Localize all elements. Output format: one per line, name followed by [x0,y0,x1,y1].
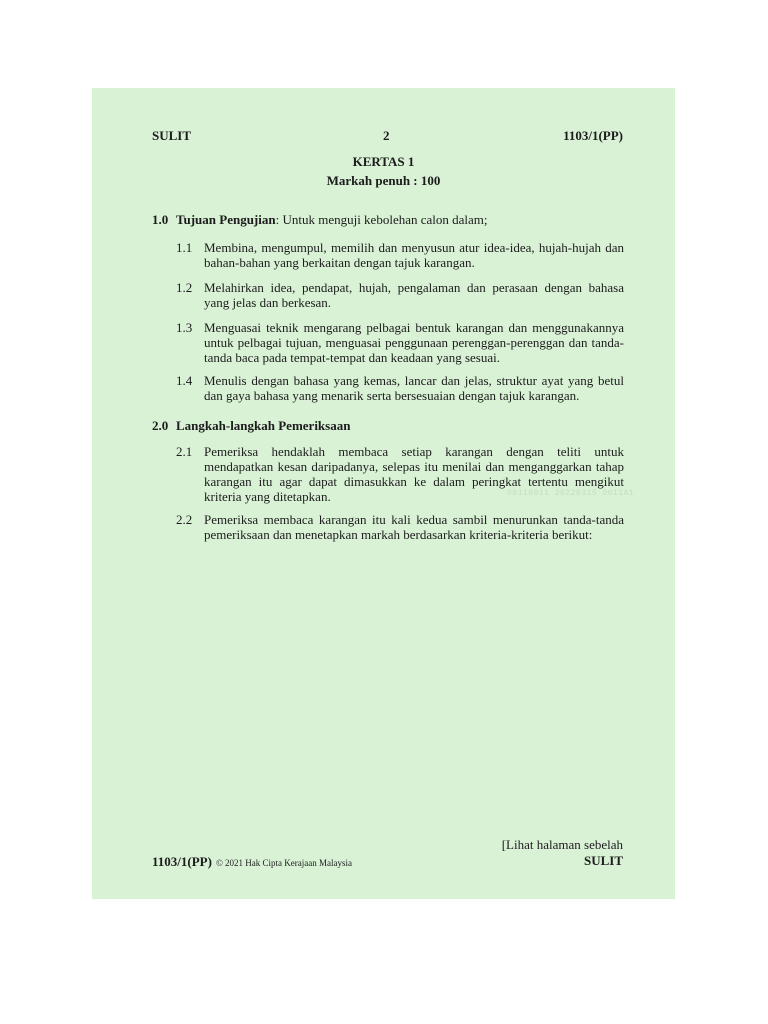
footer-paper-code [152,854,352,870]
faint-watermark: 00110011 20220315 0611A1 [507,489,635,498]
item-number: 1.3 [176,320,193,335]
document-page [92,88,675,899]
item-text: Pemeriksa membaca karangan itu kali kedua sambil menurunkan tanda-tanda pemeriksaan dan menetapkan markah berdasarkan kriteria-kriteria berikut: [204,512,624,542]
item-number: 1.1 [176,240,193,255]
footer-classification: SULIT [583,853,623,868]
item-number: 1.4 [176,373,193,388]
item-number: 2.2 [176,512,193,527]
item-text: Pemeriksa hendaklah membaca setiap karangan dengan teliti untuk mendapatkan kesan daripadanya, selepas itu menilai dan menganggarkan tahap karangan itu agar dapat dimasukkan ke dalam peringkat tertentu mengikut kriteria yang ditetapkan. [204,444,624,504]
item-number: 2.1 [176,444,193,459]
item-number: 1.2 [176,280,193,295]
full-marks: Markah penuh : 100 [326,173,441,188]
footer-code: 1103/1(PP) [152,854,212,869]
header-page-number: 2 [383,128,390,143]
section-1-heading-line [176,212,488,228]
header-classification: SULIT [152,128,192,143]
section-2-heading: Langkah-langkah Pemeriksaan [176,418,351,433]
header-paper-code: 1103/1(PP) [563,128,623,143]
paper-title: KERTAS 1 [352,154,415,169]
section-1-intro: : Untuk menguji kebolehan calon dalam; [275,212,488,227]
copyright-notice: © 2021 Hak Cipta Kerajaan Malaysia [215,858,352,868]
next-page-note: [Lihat halaman sebelah [501,837,623,852]
item-text: Melahirkan idea, pendapat, hujah, pengalaman dan perasaan dengan bahasa yang jelas dan berkesan. [204,280,624,310]
section-2-number: 2.0 [152,418,169,433]
item-text: Membina, mengumpul, memilih dan menyusun atur idea-idea, hujah-hujah dan bahan-bahan yang berkaitan dengan tajuk karangan. [204,240,624,270]
item-text: Menulis dengan bahasa yang kemas, lancar dan jelas, struktur ayat yang betul dan gaya bahasa yang menarik serta bersesuaian dengan tajuk karangan. [204,373,624,403]
section-1-heading: Tujuan Pengujian [176,212,276,227]
item-text: Menguasai teknik mengarang pelbagai bentuk karangan dan menggunakannya untuk pelbagai tujuan, menguasai penggunaan perenggan-perenggan dan tanda-tanda baca pada tempat-tempat dan keadaan yang sesuai. [204,320,624,365]
section-1-number: 1.0 [152,212,169,227]
